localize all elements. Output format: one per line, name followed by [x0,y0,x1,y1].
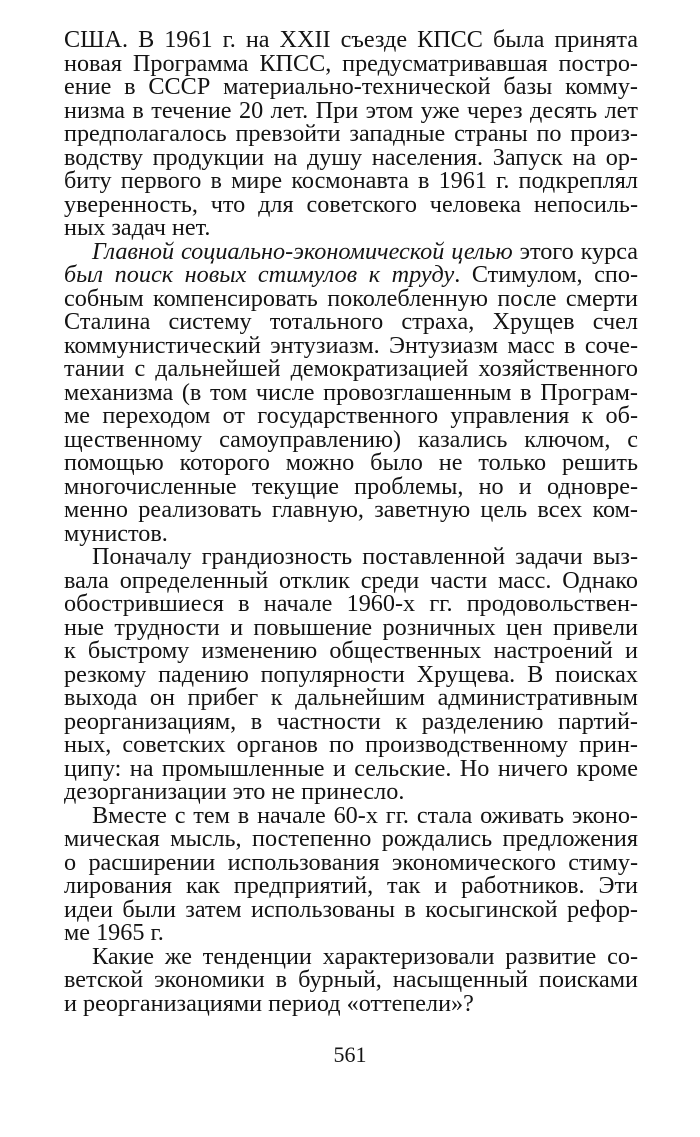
text-line [64,237,638,265]
page-body [64,28,638,1015]
text-line: низма в течение 20 лет. При этом уже через десять лет [64,96,638,124]
text-line: ме переходом от государственного управления к об- [64,402,638,429]
text-line: собным компенсировать поколебленную после смерти [64,284,638,312]
text-line: водству продукции на душу населения. Запуск на ор- [64,143,638,171]
text-line: ципу: на промышленные и сельские. Но ничего кроме [64,754,638,782]
text-line: Вместе с тем в начале 60-х гг. стала оживать эконо- [92,801,638,829]
text-run: . Стимулом, спо- [454,261,638,288]
text-line: и реорганизациями период «оттепели»? [64,989,474,1017]
text-line: ение в СССР материально-технической базы комму- [64,73,638,100]
text-line: ветской экономики в бурный, насыщенный поисками [64,966,638,993]
text-line: лирования как предприятий, так и работников. Эти [64,872,638,899]
text-line: Какие же тенденции характеризовали развитие со- [92,942,638,970]
italic-text: был поиск новых стимулов к труду [64,261,455,288]
text-line: реорганизациям, в частности к разделению партий- [64,707,638,735]
text-line: многочисленные текущие проблемы, но и одновре- [64,472,638,500]
text-line: биту первого в мире космонавта в 1961 г. подкреплял [64,167,638,194]
page-number: 561 [333,1042,367,1067]
text-line: менно реализовать главную, заветную цель всех ком- [64,496,638,523]
italic-text: Главной социально-экономической целью [92,237,513,265]
text-run: этого курса [512,237,638,265]
text-line: ме 1965 г. [64,919,164,946]
paragraph [64,237,638,547]
text-line [64,263,638,287]
text-line: уверенность, что для советского человека непосиль- [64,190,638,218]
text-line: щественному самоуправлению) казались ключом, с [64,425,638,453]
paragraph [64,942,638,1017]
paragraph [64,801,638,946]
text-line: мунистов. [64,519,168,547]
text-line: обострившиеся в начале 1960-х гг. продовольствен- [64,590,638,617]
paragraph [64,28,638,240]
text-line: к быстрому изменению общественных настроений и [64,637,638,664]
text-line: ных задач нет. [64,214,211,241]
text-line: механизма (в том числе провозглашенным в Програм- [64,378,638,406]
text-line: помощью которого можно было не только решить [64,449,638,476]
text-line: Сталина систему тотального страха, Хрущев счел [64,308,638,335]
text-line: коммунистический энтузиазм. Энтузиазм масс в соче- [64,331,638,359]
text-line: ные трудности и повышение розничных цен привели [64,613,638,641]
text-line: мическая мысль, постепенно рождались предложения [64,825,638,852]
text-line: дезорганизации это не принесло. [64,778,405,805]
text-line: резкому падению популярности Хрущева. В поисках [64,660,638,688]
text-line: тании с дальнейшей демократизацией хозяйственного [64,355,638,382]
text-line: выхода он прибег к дальнейшим административным [64,684,638,711]
text-line: идеи были затем использованы в косыгинской рефор- [64,895,638,923]
paragraph [64,545,638,804]
text-line: предполагалось превзойти западные страны по произ- [64,120,638,147]
text-line: США. В 1961 г. на XXII съезде КПСС была принята [64,26,638,53]
text-line: вала определенный отклик среди части масс. Однако [64,566,638,594]
text-line: о расширении использования экономического стиму- [64,848,638,876]
text-line: ных, советских органов по производственному прин- [64,731,638,758]
text-line: Поначалу грандиозность поставленной задачи выз- [92,543,638,570]
text-line: новая Программа КПСС, предусматривавшая постро- [64,49,638,77]
